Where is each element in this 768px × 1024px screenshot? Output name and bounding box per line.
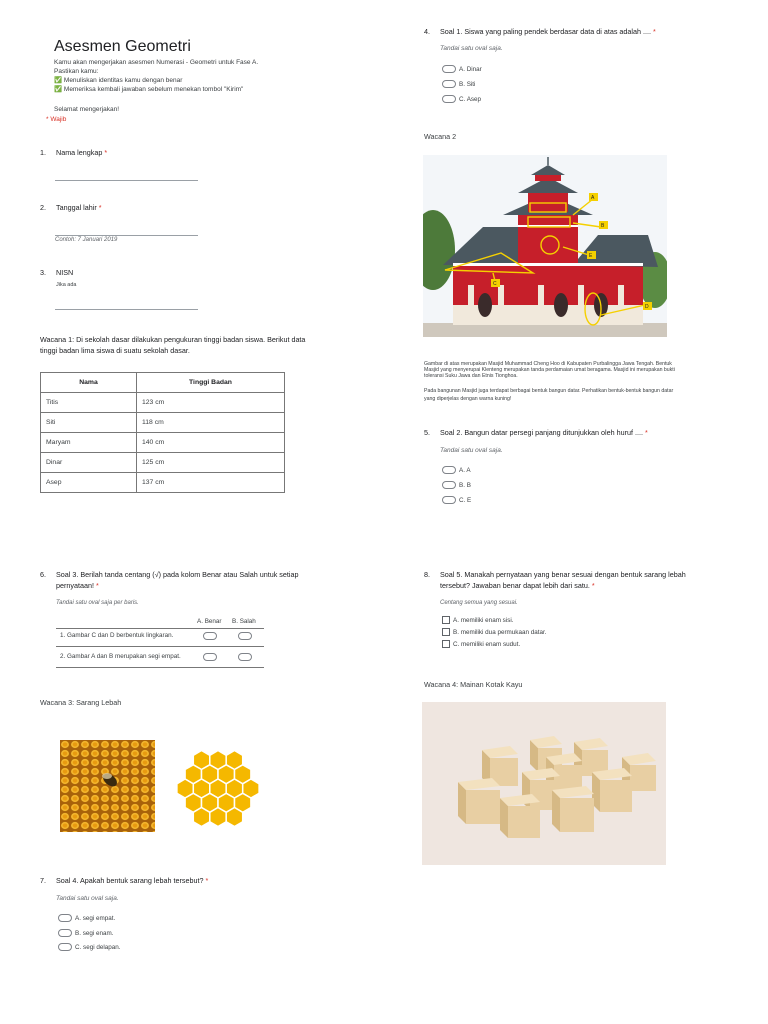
intro-description: Kamu akan mengerjakan asesmen Numerasi - Geometri untuk Fase A.	[54, 59, 259, 66]
question-6-title-2: pernyataan! *	[56, 581, 99, 590]
nisn-input[interactable]	[55, 309, 198, 310]
hexagon-illustration-svg	[168, 742, 268, 837]
radio-oval[interactable]	[442, 80, 456, 88]
table-row: Asep 137 cm	[41, 473, 285, 493]
label-d: D	[645, 304, 649, 310]
wacana-2-caption-2: Masjid yang menyerupai Klenteng merupakan tanda perdamaian umat beragama. Masjid ini merupakan bukti	[424, 367, 675, 373]
q7-option-c[interactable]: C. segi delapan.	[58, 943, 121, 951]
wooden-block	[458, 778, 500, 824]
wacana-2-title: Wacana 2	[424, 132, 457, 141]
q7-option-b[interactable]: B. segi enam.	[58, 929, 114, 937]
wooden-block	[500, 794, 540, 838]
q5-option-b[interactable]: B. B	[442, 481, 471, 489]
checkbox[interactable]	[442, 640, 450, 648]
wooden-blocks-photo	[422, 702, 666, 865]
grid-row-2-benar-radio[interactable]	[203, 653, 217, 661]
wacana-4-title: Wacana 4: Mainan Kotak Kayu	[424, 680, 523, 689]
q5-option-a[interactable]: A. A	[442, 466, 471, 474]
radio-oval[interactable]	[442, 65, 456, 73]
q4-option-a[interactable]: A. Dinar	[442, 65, 482, 73]
grid-row-2-label: 2. Gambar A dan B merupakan segi empat.	[60, 653, 181, 660]
question-6-title: 6. Soal 3. Berilah tanda centang (√) pada kolom Benar atau Salah untuk setiap	[40, 570, 299, 579]
radio-oval[interactable]	[442, 466, 456, 474]
required-note: * Wajib	[46, 116, 67, 123]
radio-oval[interactable]	[58, 943, 72, 951]
hexagon-cell	[210, 808, 226, 827]
birthdate-placeholder: Contoh: 7 Januari 2019	[55, 237, 118, 243]
intro-checklist-heading: Pastikan kamu:	[54, 68, 99, 75]
question-4-hint: Tandai satu oval saja.	[440, 45, 503, 52]
honeycomb-photo	[60, 740, 155, 832]
q7-option-a[interactable]: A. segi empat.	[58, 914, 115, 922]
wacana-3-title: Wacana 3: Sarang Lebah	[40, 698, 122, 707]
question-8-title-2: tersebut? Jawaban benar dapat lebih dari satu. *	[440, 581, 595, 590]
label-a: A	[591, 195, 595, 201]
intro-check-2: ✅ Memeriksa kembali jawaban sebelum menekan tombol "Kirim"	[54, 86, 244, 93]
birthdate-input[interactable]	[55, 235, 198, 236]
question-5-title: 5. Soal 2. Bangun datar persegi panjang ditunjukkan oleh huruf .... *	[424, 428, 648, 437]
intro-greeting: Selamat mengerjakan!	[54, 106, 120, 113]
radio-oval[interactable]	[58, 929, 72, 937]
mosque-photo	[423, 155, 667, 337]
honeycomb-photo-svg	[60, 740, 155, 832]
question-1-title: 1. Nama lengkap *	[40, 148, 108, 157]
wacana-2-caption-4: Pada bangunan Masjid juga terdapat berbagai bentuk bangun datar. Perhatikan bentuk-bentuk bangun datar	[424, 388, 674, 394]
grid-row-2-salah-radio[interactable]	[238, 653, 252, 661]
question-6-hint: Tandai satu oval saja per baris.	[56, 600, 139, 606]
question-2-title: 2. Tanggal lahir *	[40, 203, 102, 212]
grid-divider	[56, 646, 264, 647]
grid-row-1-salah-radio[interactable]	[238, 632, 252, 640]
q4-option-c[interactable]: C. Asep	[442, 95, 481, 103]
grid-col-benar: A. Benar	[197, 618, 222, 625]
grid-divider	[56, 628, 264, 629]
question-7-hint: Tandai satu oval saja.	[56, 895, 119, 902]
radio-oval[interactable]	[442, 496, 456, 504]
table-row: Titis 123 cm	[41, 393, 285, 413]
table-header-height: Tinggi Badan	[137, 373, 285, 393]
question-7-title: 7. Soal 4. Apakah bentuk sarang lebah tersebut? *	[40, 876, 209, 885]
mosque-photo-svg	[423, 155, 667, 337]
table-header-name: Nama	[41, 373, 137, 393]
radio-oval[interactable]	[58, 914, 72, 922]
wooden-block	[592, 768, 632, 812]
wacana-1-text-2: tinggi badan lima siswa di suatu sekolah dasar.	[40, 346, 190, 355]
name-input[interactable]	[55, 180, 198, 181]
q8-option-c[interactable]: C. memiliki enam sudut.	[442, 640, 520, 648]
wacana-2-caption-5: yang diperjelas dengan warna kuning!	[424, 396, 512, 402]
hexagon-cell	[193, 808, 210, 827]
wacana-1-text-1: Wacana 1: Di sekolah dasar dilakukan pengukuran tinggi badan siswa. Berikut data	[40, 335, 306, 344]
q8-option-a[interactable]: A. memiliki enam sisi.	[442, 616, 514, 624]
label-c: C	[493, 281, 497, 287]
grid-divider	[56, 667, 264, 668]
question-8-title: 8. Soal 5. Manakah pernyataan yang benar sesuai dengan bentuk sarang lebah	[424, 570, 686, 579]
label-e: E	[589, 253, 593, 259]
question-3-hint: Jika ada	[56, 282, 77, 288]
grid-row-1-benar-radio[interactable]	[203, 632, 217, 640]
grid-row-1-label: 1. Gambar C dan D berbentuk lingkaran.	[60, 632, 174, 639]
wacana-2-caption-1: Gambar di atas merupakan Masjid Muhammad Cheng Hoo di Kabupaten Purbalingga Jawa Tengah. Bentuk	[424, 361, 672, 367]
label-b: B	[601, 223, 605, 229]
table-row: Siti 118 cm	[41, 413, 285, 433]
intro-check-1: ✅ Menuliskan identitas kamu dengan benar	[54, 77, 183, 84]
wacana-2-caption-3: toleransi Suku Jawa dan Etnis Tionghoa.	[424, 373, 518, 379]
page-title: Asesmen Geometri	[54, 38, 191, 55]
wooden-block	[552, 786, 594, 832]
height-table	[40, 372, 285, 493]
radio-oval[interactable]	[442, 95, 456, 103]
checkbox[interactable]	[442, 628, 450, 636]
q8-option-b[interactable]: B. memiliki dua permukaan datar.	[442, 628, 546, 636]
wooden-blocks-photo-svg	[422, 702, 666, 865]
table-row: Dinar 125 cm	[41, 453, 285, 473]
radio-oval[interactable]	[442, 481, 456, 489]
table-row: Maryam 140 cm	[41, 433, 285, 453]
q4-option-b[interactable]: B. Siti	[442, 80, 475, 88]
question-4-title: 4. Soal 1. Siswa yang paling pendek berdasar data di atas adalah .... *	[424, 27, 656, 36]
checkbox[interactable]	[442, 616, 450, 624]
q5-option-c[interactable]: C. E	[442, 496, 471, 504]
question-3-title: 3. NISN	[40, 268, 74, 277]
hexagon-cell	[226, 808, 243, 827]
grid-col-salah: B. Salah	[232, 618, 256, 625]
question-8-hint: Centang semua yang sesuai.	[440, 600, 518, 606]
question-5-hint: Tandai satu oval saja.	[440, 447, 503, 454]
hexagon-illustration	[168, 742, 268, 837]
